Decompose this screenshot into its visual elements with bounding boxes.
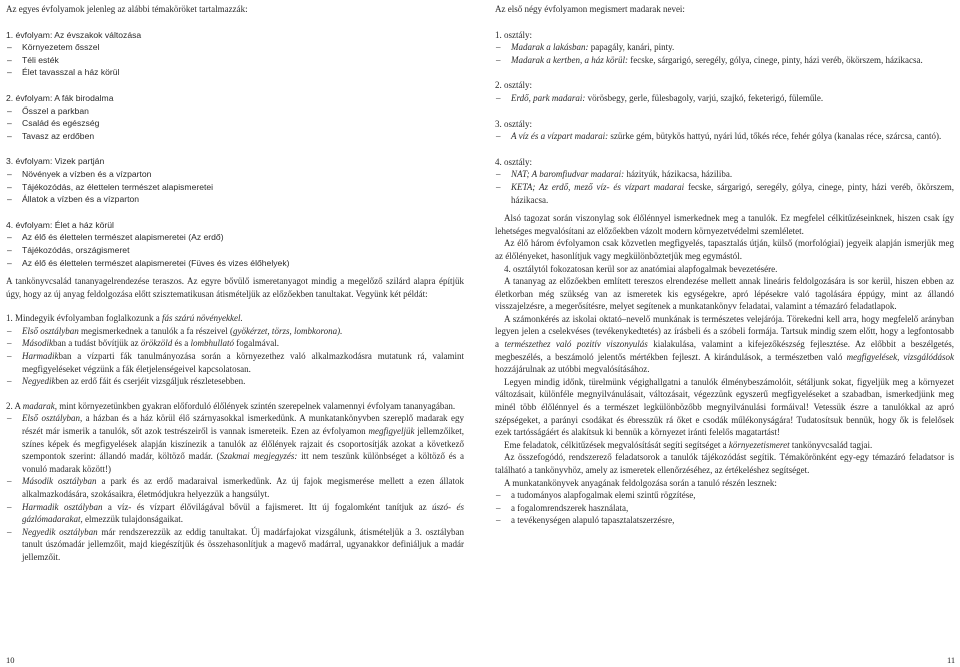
grade-title: 3. évfolyam: Vizek partján	[6, 156, 105, 167]
body-paragraph: A munkatankönyvek anyagának feldolgozása során a tanuló részén lesznek:	[504, 477, 777, 488]
goal-list-item: – a fogalomrendszerek használata,	[495, 502, 954, 515]
topic-item: – Tájékozódás, országismeret	[6, 244, 464, 257]
goal-list-item: – a tudományos alapfogalmak elemi szintű rögzítése,	[495, 489, 954, 502]
bird-list-item: – A víz és a vízpart madarai: szürke gém, bütykös hattyú, nyári lúd, tőkés réce, fehér gólya (kanalas réce, szárcsa, cantó).	[495, 130, 954, 143]
right-intro: Az első négy évfolyamon megismert madarak nevei:	[495, 4, 685, 14]
body-paragraph	[6, 275, 464, 300]
example-2-line: – Negyedik osztályban már rendszerezzük az eddig tanultakat. Új madárfajokat vizsgálunk, átismételjük a 3. osztályban tanult úszómadár jellemzőit, majd kiegészítjük és összehasonlítjuk a magevő madárral, ugyanakkor definiáljuk a madár jellemzőit.	[6, 526, 464, 564]
topic-item: – Növények a vízben és a vízparton	[6, 168, 464, 181]
body-paragraph: 4. osztálytól fokozatosan kerül sor az anatómiai alapfogalmak bevezetésére.	[504, 263, 778, 274]
topic-item: – Tavasz az erdőben	[6, 130, 464, 143]
grade-title: 1. évfolyam: Az évszakok változása	[6, 29, 142, 40]
grade-title: 2. évfolyam: A fák birodalma	[6, 92, 114, 103]
grade-3	[6, 155, 464, 205]
class-2	[495, 79, 954, 104]
topic-item: – Tájékozódás, az élettelen természet alapismeretei	[6, 181, 464, 194]
bird-list-item: – KETA; Az erdő, mező víz- és vízpart madarai fecske, sárgarigó, seregély, gólya, cinege, pinty, házi veréb, ökörszem, házikacsa.	[495, 181, 954, 206]
topic-item: – Téli esték	[6, 54, 464, 67]
page-number-left: 10	[6, 655, 15, 665]
family-sentence: A tankönyvcsalád tananyagelrendezése teraszos.	[6, 276, 185, 287]
body-paragraph: Az összefogódó, rendszerező feladatsorok a tanulók tájékozódást segítik. Témakörönként egy-egy témazáró feladatsor is található a tankönyvhöz, amely az ismeretek ellenőrzéséhez, az értékeléshez segítséget.	[495, 452, 954, 475]
class-heading: 1. osztály:	[495, 29, 532, 40]
grade-title: 4. évfolyam: Élet a ház körül	[6, 219, 114, 230]
grade-2	[6, 92, 464, 142]
bird-list-item: – Erdő, park madarai: vörösbegy, gerle, fülesbagoly, varjú, szajkó, feketerigó, füleműle.	[495, 92, 954, 105]
body-paragraph: Legyen mindig időnk, türelmünk végighallgatni a tanulók élménybeszámolóit, sétáljunk sokat, figyeljük meg a környezet változásait, különféle megnyilvánulásait, változásait, végezzünk egyszerű megfigyeléseket a szabadban, ismerkedjünk meg minél több élőlénnyel és a természet legkülönbözőbb megnyilvánulási formáival! Vetessük észre a tanulókkal az apró szépségeket, a parányi csodákat és ébresszük rá őket e csodák műlékonyságára! Tudatosítsuk bennük, hogy ők is felelősek ezek tartósságáért és alakítsuk ki bennük a környezet iránti felelős magatartást!	[495, 376, 954, 438]
class-heading: 4. osztály:	[495, 156, 532, 167]
body-paragraph: A számonkérés az iskolai oktató–nevelő munkának is természetes velejárója. Törekedni kell arra, hogy megfelelő arányban legyen jelen a cselekvéses (tevékenykedtetés) az írásbeli és a szóbeli formája. Tartsuk mindig szem előtt, hogy a legfontosabb a természethez való pozitív viszonyulás kialakulása, valamint a kifejezőkészség fejlesztése. Az előbbit a beszélgetés, megbeszélés, a beszámoló jelentős mértékben fejleszt. A kirándulások, a természetben való megfigyelések, vizsgálódások hozzájárulnak az utóbbi megvalósításához.	[495, 313, 954, 375]
example-2-line: – Első osztályban, a házban és a ház körül élő szárnyasokkal ismerkedünk. A munkatankönyvben szereplő madarak egy részét már ismerik a tanulók, sőt azok testrészeiről is vannak ismereteik. Ezen az évfolyamon megfigyeljük jellemzőiket, színes képek és megfigyelések alapján kiszínezik a tanulók az élőlények rajzait és csoportosítják azokat a következő szempontok szerint: állandó madár, költöző madár. (Szakmai megjegyzés: itt nem teszünk különbséget a költöző és a vonuló madarak között!)	[6, 412, 464, 475]
body-paragraph: Alsó tagozat során viszonylag sok élőlénnyel ismerkednek meg a tanulók. Ez megfelel célkitűzéseinknek, hiszen csak így lehetséges megvalósítani az előzőekben vázolt modern környezetvédelmi szemléletet.	[495, 213, 954, 236]
example-2-line: – Második osztályban a park és az erdő madaraival ismerkedünk. Az új fajok megismerése mellett a ezen állatok alkalmazkodására, szokásaikra, életmódjukra helyezzük a hangsúlyt.	[6, 475, 464, 500]
topic-item: – Állatok a vízben és a vízparton	[6, 193, 464, 206]
bird-list-item: – Madarak a lakásban: papagály, kanári, pinty.	[495, 41, 954, 54]
class-4	[495, 156, 954, 206]
body-paragraph: Eme feladatok, célkitűzések megvalósítását segíti segítséget a környezetismeret tankönyvcsalád tagjai.	[504, 439, 873, 450]
example-1-heading: 1. Mindegyik évfolyamban foglalkozunk a fás szárú növényekkel.	[6, 313, 243, 324]
topic-item: – Az élő és élettelen természet alapismeretei (Az erdő)	[6, 231, 464, 244]
right-page	[495, 3, 954, 527]
example-1-line: – Harmadikban a vízparti fák tanulmányozása során a környezethez való alkalmazkodásra mutatunk rá, valamint megfigyeléseket végzünk a fák életjelenségeivel kapcsolatosan.	[6, 350, 464, 375]
left-page	[6, 3, 464, 564]
example-1-line: – Negyedikben az erdő fáit és cserjéit vizsgáljuk részletesebben.	[6, 375, 464, 388]
topic-item: – Az élő és élettelen természet alapismeretei (Füves és vizes élőhelyek)	[6, 257, 464, 270]
topic-item: – Ősszel a parkban	[6, 105, 464, 118]
para-text: Az egyre bővülő ismeretanyagot mindig a megelőző szilárd alapra építjük úgy, hogy az új anyag feldolgozása előtt szisztematikusan átismételjük az előzőekben tanultakat. Vegyünk két példát:	[6, 276, 464, 299]
example-1-line: – Másodikban a tudást bővítjük az örökzöld és a lombhullató fogalmával.	[6, 337, 464, 350]
body-paragraph: Az élő három évfolyamon csak közvetlen megfigyelés, tapasztalás útján, külső (morfológiai) jegyeik alapján ismerjük meg az élőlényeket, hasonlítjuk vagy megkülönböztetjük meg egymástól.	[495, 238, 954, 261]
goal-list-item: – a tevékenységen alapuló tapasztalatszerzésre,	[495, 514, 954, 527]
page-number-right: 11	[947, 655, 956, 665]
class-heading: 3. osztály:	[495, 118, 532, 129]
example-1-line: – Első osztályban megismerkednek a tanulók a fa részeivel (gyökérzet, törzs, lombkorona).	[6, 325, 464, 338]
example-2-line: – Harmadik osztályban a víz- és vízpart élővilágával bővül a fajismeret. Itt új fogalomként tanítjuk az úszó- és gázlómadarakat, elmezzük tulajdonságaikat.	[6, 501, 464, 526]
class-heading: 2. osztály:	[495, 80, 532, 91]
topic-item: – Élet tavasszal a ház körül	[6, 66, 464, 79]
bird-list-item: – Madarak a kertben, a ház körül: fecske, sárgarigó, seregély, gólya, cinege, pinty, házi veréb, ökörszem, házikacsa.	[495, 54, 954, 67]
left-intro: Az egyes évfolyamok jelenleg az alábbi témaköröket tartalmazzák:	[6, 4, 248, 14]
bird-list-item: – NAT; A baromfiudvar madarai: házityúk, házikacsa, háziliba.	[495, 168, 954, 181]
topic-item: – Környezetem ősszel	[6, 41, 464, 54]
body-paragraph: A tananyag az előzőekben említett tereszos elrendezése mellett annak lineáris feldolgozására is sor kerül, hiszen ebben az életkorban még szükség van az ismeretek kis egységekre, apró lépésekre való tagolására éppúgy, mint az állandó visszajelzésre, a megerősítésre, melyet segítenek a munkatankönyv feladatai, valamint a témazáró feladatlapok.	[495, 276, 954, 312]
topic-item: – Család és egészség	[6, 117, 464, 130]
class-3	[495, 118, 954, 143]
example-2-heading: 2. A madarak, mint környezetünkben gyakran előforduló élőlények szintén szerepelnek valamennyi évfolyam tananyagában.	[6, 400, 456, 411]
grade-1	[6, 29, 464, 79]
grade-4	[6, 219, 464, 269]
class-1	[495, 29, 954, 67]
